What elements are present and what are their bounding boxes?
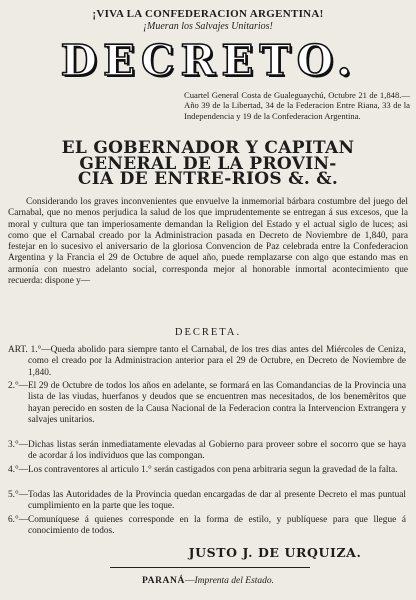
imprint-press: Imprenta del Estado. — [194, 576, 275, 586]
article-3: 3.°—Dichas listas serán inmediatamente elevadas al Gobierno para proveer sobre el socorro que se haya de acordar á los individuos que las compongan. — [8, 440, 406, 462]
preamble: Considerando los graves inconvenientes que envuelve la inmemorial bárbara costumbre del juego del Carnabal, que no menos perjudica la salud de los que imprudentemente se entregan á sus excesos, que la moral y cultura que tan imperiosamente demandan la Religion del Estado y el actual siglo de luces; asi como que el Carnabal creado por la Administracion pasada en Decreto de Noviembre de 1,840, para festejar en lo sucesivo el aniversario de la gloriosa Convencion de Paz celebrada entre la Confederacion Argentina y la Francia el 29 de Octubre de aquel año, puede remplazarse con algo que estando mas en armonía con nuestro adelanto social, corresponda mejor al honorable inmortal acontecimiento que recuerda: dispone y— — [8, 197, 408, 287]
imprint-separator: — — [184, 576, 195, 586]
article-6: 6.°—Comuníquese á quienes corresponde en la forma de estilo, y publíquese para que llegue á conocimiento de todos. — [8, 515, 406, 537]
motto-line-1: ¡VIVA LA CONFEDERACION ARGENTINA! — [92, 8, 324, 20]
governor-title-line-2: GENERAL DE LA PROVIN- — [79, 153, 337, 174]
divider-rule — [110, 567, 310, 568]
article-4: 4.°—Los contraventores al articulo 1.° serán castigados con pena arbitraria segun la gravedad de la falta. — [8, 465, 398, 475]
governor-title — [8, 138, 408, 189]
signature: JUSTO J. DE URQUIZA. — [188, 545, 362, 560]
article-5: 5.°—Todas las Autoridades de la Provincia quedan encargadas de dar al presente Decreto el mas puntual cumplimiento en la parte que les toque. — [8, 490, 406, 512]
governor-title-line-3: CIA DE ENTRE-RIOS &. &. — [77, 169, 339, 189]
decreta-heading: DECRETA. — [174, 327, 242, 338]
document-title: DECRETO. — [60, 36, 358, 85]
governor-title-line-1: EL GOBERNADOR Y CAPITAN — [61, 138, 355, 158]
article-1: ART. 1.°—Queda abolido para siempre tanto el Carnabal, de los tres dias antes del Miércoles de Ceniza, como el creado por la Administracion anterior para el 29 de Octubre, en Decreto de Noviembre de 1,840. — [8, 345, 406, 378]
article-2: 2.°—El 29 de Octubre de todos los años en adelante, se formará en las Comandancias de la Provincia una lista de las viudas, huerfanos y deudos que se encuentren mas necesitados, de los benemêritos que hayan perecido en sosten de la Causa Nacional de la Federacion contra la Intervencion Extrangera y salvajes unitarios. — [8, 381, 406, 426]
motto-line-2: ¡Mueran los Salvajes Unitarios! — [143, 21, 273, 32]
dateline: Cuartel General Costa de Gualeguaychú, Octubre 21 de 1,848.—Año 39 de la Libertad, 34 de la Federacion Entre Riana, 33 de la Independencia y 19 de la Confederacion Argentina. — [184, 90, 410, 121]
imprint-place: PARANÁ — [141, 576, 185, 586]
imprint — [0, 576, 416, 586]
